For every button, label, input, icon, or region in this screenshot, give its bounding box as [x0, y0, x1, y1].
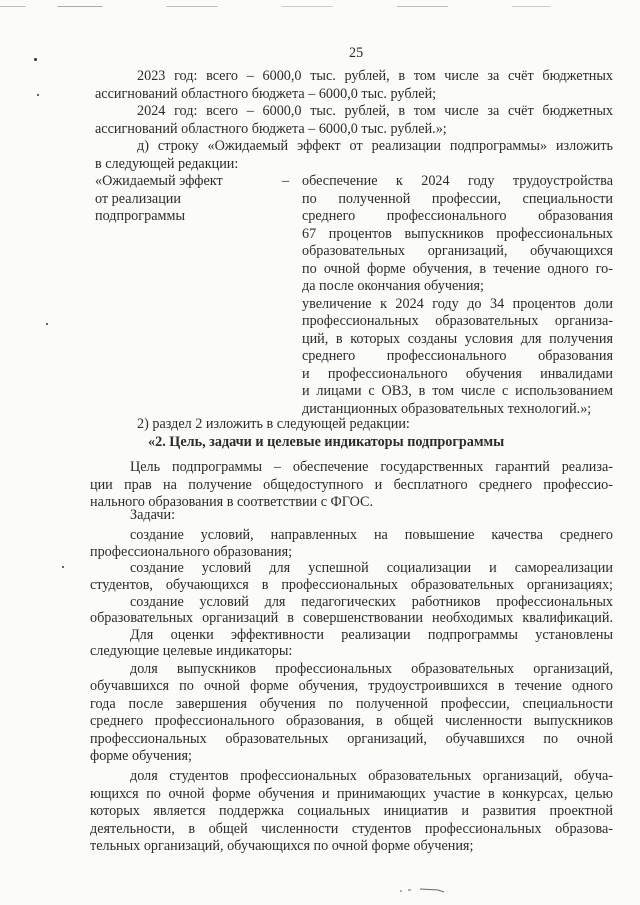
text-line: д) строку «Ожидаемый эффект от реализации подпрограммы» изложить [137, 138, 613, 154]
effect-label-line: «Ожидаемый эффект [95, 173, 223, 189]
body-line: доля студентов профессиональных образовательных организаций, обуча- [130, 768, 613, 784]
effect-value-line: среднего профессионального образования [302, 348, 613, 364]
effect-value-line: и профессионального обучения инвалидами [302, 366, 613, 382]
body-line: создание условий для успешной социализации и самореализации [130, 560, 613, 576]
scan-speck [62, 566, 64, 568]
body-line: Цель подпрограммы – обеспечение государственных гарантий реализа- [130, 459, 613, 475]
effect-value-line: по полученной профессии, специальности [302, 191, 613, 207]
section-intro: 2) раздел 2 изложить в следующей редакции: [137, 416, 410, 432]
scan-edge-artifact [0, 6, 640, 7]
effect-value-line: образовательных организаций, обучающихся [302, 243, 613, 259]
body-line: доля выпускников профессиональных образовательных организаций, [130, 661, 613, 677]
body-line: среднего профессионального образования, в общей численности выпускников [90, 713, 613, 729]
effect-value-line: да после окончания обучения; [302, 278, 484, 294]
body-line: студентов, обучающихся в профессиональных образовательных организациях; [90, 577, 613, 593]
effect-value-line: по очной форме обучения, в течение одного го- [302, 261, 613, 277]
effect-dash: – [282, 173, 290, 189]
effect-label-line: подпрограммы [95, 208, 185, 224]
body-line: профессионального образования; [90, 544, 293, 560]
effect-value-line: дистанционных образовательных технологий.»; [302, 401, 592, 417]
body-line: форме обучения; [90, 748, 192, 764]
body-line: года после завершения обучения по полученной профессии, специальности [90, 696, 613, 712]
effect-value-line: профессиональных образовательных организа- [302, 313, 613, 329]
body-line: которых является поддержка социальных инициатив и развития проектной [90, 803, 613, 819]
body-line: деятельности, в общей численности студентов профессиональных образова- [90, 821, 613, 837]
scan-speck [46, 323, 48, 325]
effect-label-line: от реализации [95, 191, 181, 207]
section-heading: «2. Цель, задачи и целевые индикаторы подпрограммы [148, 434, 505, 450]
text-line: ассигнований областного бюджета – 6000,0 тыс. рублей.»; [95, 121, 447, 137]
effect-value-line: 67 процентов выпускников профессиональных [302, 226, 613, 242]
scan-speck [37, 94, 39, 96]
effect-value-line: среднего профессионального образования [302, 208, 613, 224]
body-line: Задачи: [130, 507, 176, 523]
text-line: 2023 год: всего – 6000,0 тыс. рублей, в том числе за счёт бюджетных [137, 68, 613, 84]
effect-value-line: и лицами с ОВЗ, в том числе с использованием [302, 383, 613, 399]
effect-value-line: обеспечение к 2024 году трудоустройства [302, 173, 613, 189]
scan-speck [34, 58, 37, 61]
text-line: 2024 год: всего – 6000,0 тыс. рублей, в том числе за счёт бюджетных [137, 103, 613, 119]
page-number: 25 [349, 45, 364, 61]
text-line: ассигнований областного бюджета – 6000,0 тыс. рублей; [95, 86, 437, 102]
body-line: образовательных организаций в совершенствовании необходимых квалификаций. [90, 610, 613, 626]
body-line: ции прав на получение общедоступного и бесплатного среднего профессио- [90, 477, 613, 493]
body-line: тельных организаций, обучающихся по очной форме обучения; [90, 838, 474, 854]
body-line: создание условий, направленных на повышение качества среднего [130, 527, 613, 543]
body-line: обучавшихся по очной форме обучения, трудоустроившихся в течение одного [90, 678, 613, 694]
effect-value-line: увеличение к 2024 году до 34 процентов доли [302, 296, 613, 312]
body-line: нального образования в соответствии с ФГОС. [90, 494, 374, 510]
body-line: следующие целевые индикаторы: [90, 643, 293, 659]
scan-mark [398, 887, 448, 893]
text-line: в следующей редакции: [95, 156, 239, 172]
body-line: профессиональных образовательных организаций, обучавшихся по очной [90, 731, 613, 747]
body-line: ющихся по очной форме обучения и принимающих участие в конкурсах, целью [90, 786, 613, 802]
body-line: Для оценки эффективности реализации подпрограммы установлены [130, 627, 613, 643]
body-line: создание условий для педагогических работников профессиональных [130, 594, 613, 610]
effect-value-line: ций, в которых созданы условия для получения [302, 331, 613, 347]
